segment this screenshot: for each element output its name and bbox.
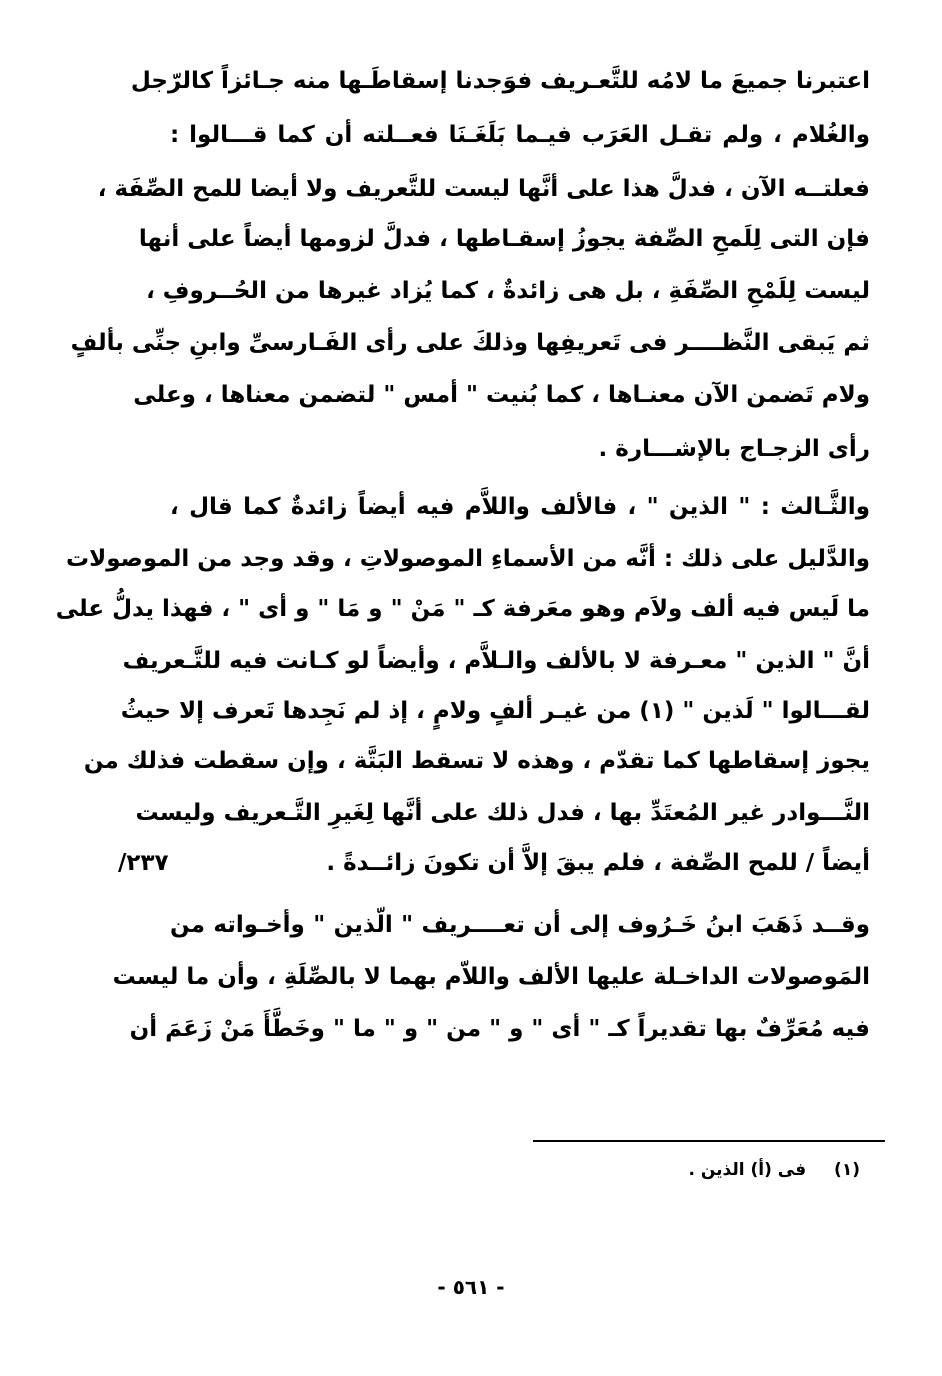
text-line: أيضاً / للمح الصِّفة ، فلم يبقَ إلاَّ أن تكونَ زائــدةً .	[326, 850, 870, 876]
footnote-number: (١)	[834, 1160, 860, 1180]
text-line: اعتبرنا جميعَ ما لامُه للتَّعـريف فوَجدنا إسقاطَـها منه جـائزاً كالرّجل	[130, 68, 870, 94]
text-line: أنَّ " الذين " معـرفة لا بالألف والـلاَّم ، وأيضاً لو كـانت فيه للتَّـعريف	[122, 648, 870, 674]
text-line: يجوز إسقاطها كما تقدّم ، وهذه لا تسقط البَتَّة ، وإن سقطت فذلك من	[83, 748, 870, 774]
text-line: لقـــالوا " لَذين " (١) من غيـر ألفٍ ولامٍ ، إذ لم نَجِدها تَعرف إلا حيثُ	[120, 698, 870, 724]
text-line: فعلتــه الآن ، فدلَّ هذا على أنَّها ليست للتَّعريف ولا أيضا للمح الصِّفَة ،	[97, 176, 870, 202]
text-line: والثَّـالث : " الذين " ، فالألف واللاَّم فيه أيضاً زائدةٌ كما قال ،	[170, 494, 870, 520]
text-line: ثم يَبقى النَّظــــر فى تَعريفِها وذلكَ على رأى الفَـارسىِّ وابنِ جنِّى بألفٍ	[70, 330, 870, 356]
text-line: فيه مُعَرِّفٌ بها تقديراً كـ " أى " و " من " و " ما " وخَطَّأَ مَنْ زَعَمَ أن	[129, 1016, 870, 1042]
footnote-text: فى (أ) الذين .	[688, 1160, 807, 1180]
text-line: ما لَيس فيه ألف ولاَم وهو معَرفة كـ " مَنْ " و مَا " و أى " ، فهذا يدلُّ على	[55, 596, 870, 622]
text-line: والدَّليل على ذلك : أنَّه من الأسماءِ الموصولاتِ ، وقد وجد من الموصولات	[66, 546, 870, 572]
text-line: المَوصولات الداخـلة عليها الألف واللاّم بهما لا بالصِّلَةِ ، وأن ما ليست	[112, 964, 870, 990]
text-line: ولام تَضمن الآن معنـاها ، كما بُنيت " أمس " لتضمن معناها ، وعلى	[133, 382, 870, 408]
text-line: فإن التى لِلَمحِ الصِّفة يجوزُ إسقـاطها ، فدلَّ لزومها أيضاً على أنها	[138, 226, 870, 252]
text-line: ليست لِلَمْحِ الصِّفَةِ ، بل هى زائدةٌ ، كما يُزاد غيرها من الحُــروفِ ،	[146, 278, 870, 304]
footnote-separator	[533, 1140, 885, 1142]
text-line: رأى الزجـاج بالإشـــارة .	[598, 436, 870, 462]
margin-page-reference: /٢٣٧	[118, 850, 169, 876]
text-line: وقــد ذَهَبَ ابنُ خَـرُوف إلى أن تعــــريف " الّذين " وأخـواته من	[170, 912, 870, 938]
page-number: - ٥٦١ -	[437, 1275, 505, 1299]
footnote	[689, 1156, 861, 1184]
text-line: والغُلام ، ولم تقـل العَرَب فيـما بَلَغَـنَا فعــلته أن كما قـــالوا :	[170, 122, 870, 148]
text-line: النَّـــوادر غير المُعتَدِّ بها ، فدل ذلك على أنَّها لِغَيرِ التَّـعريف وليست	[135, 800, 870, 826]
